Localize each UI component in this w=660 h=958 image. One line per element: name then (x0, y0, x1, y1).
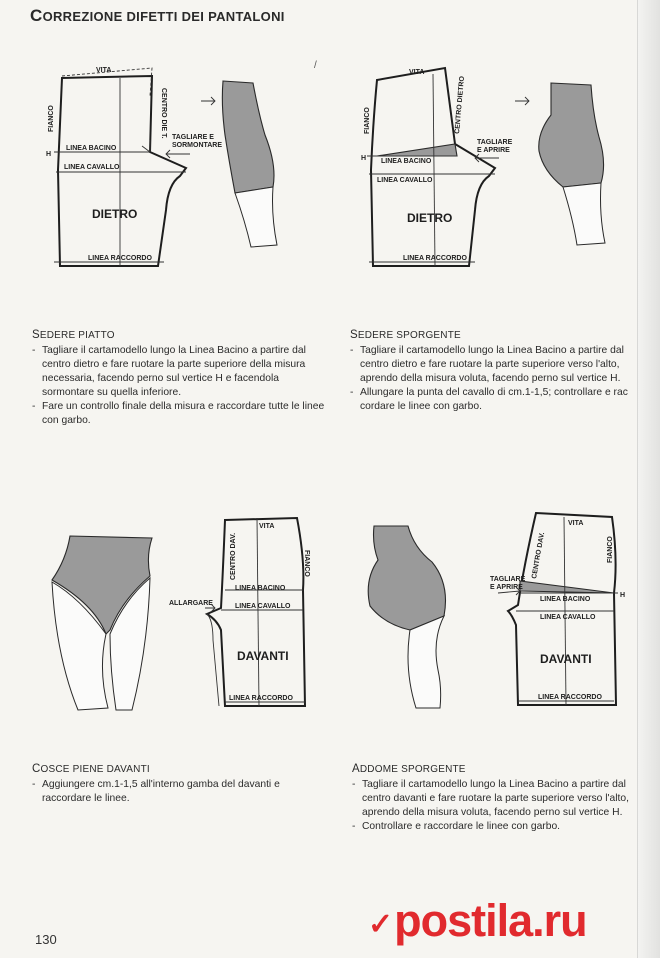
pattern-davanti-cosce (165, 510, 320, 715)
label-fianco: FIANCO (364, 107, 371, 134)
label-linea-raccordo: LINEA RACCORDO (229, 695, 293, 702)
caption-sedere-piatto (32, 328, 332, 428)
label-centro-dav: CENTRO DAV. (531, 531, 547, 580)
label-h: H (620, 592, 626, 599)
label-allargare: ALLARGARE (169, 600, 213, 607)
check-mark-icon: ✓ (368, 907, 393, 941)
label-linea-bacino: LINEA BACINO (381, 158, 432, 165)
caption-item: - Controllare e raccordare le linee con garbo. (352, 820, 648, 834)
label-linea-cavallo: LINEA CAVALLO (235, 603, 291, 610)
caption-title: SEDERE PIATTO (32, 329, 115, 341)
label-centro-dav: CENTRO DAV. (230, 532, 237, 580)
label-vita: VITA (568, 520, 584, 527)
caption-item: - Allungare la punta del cavallo di cm.1-1,5; controllare e rac cordare le linee con garbo. (350, 386, 648, 414)
label-tagliare-e: TAGLIARE E (172, 134, 214, 141)
label-linea-raccordo: LINEA RACCORDO (88, 255, 152, 262)
body-sedere-piatto (195, 75, 295, 250)
label-fianco: FIANCO (48, 105, 55, 132)
label-dietro: DIETRO (407, 211, 453, 225)
watermark-text: postila.ru (394, 895, 587, 946)
label-sormontare: SORMONTARE (172, 142, 223, 149)
label-h: H (361, 155, 367, 162)
caption-item: - Tagliare il cartamodello lungo la Linea Bacino a partire dal centro dietro e fare ruotare la parte superiore verso l'alto, aprendo della misura voluta, facendo perno sul vertice H. (350, 344, 648, 386)
caption-addome-sporgente (352, 762, 648, 834)
label-fianco: FIANCO (607, 536, 614, 563)
label-centro-dietro: CENTRO DIE T. (160, 88, 167, 139)
pattern-dietro-piatto (40, 60, 223, 275)
label-h: H (46, 151, 52, 158)
caption-sedere-sporgente (350, 328, 648, 414)
label-tagliare: TAGLIARE (477, 139, 513, 146)
label-tagliare: TAGLIARE (490, 576, 526, 583)
label-linea-bacino: LINEA BACINO (66, 145, 117, 152)
watermark (368, 895, 587, 947)
label-linea-cavallo: LINEA CAVALLO (377, 177, 433, 184)
label-davanti: DAVANTI (237, 649, 289, 663)
pattern-dietro-sporgente (355, 60, 525, 275)
pattern-davanti-addome (480, 505, 635, 715)
page-number: 130 (35, 932, 57, 947)
label-vita: VITA (96, 67, 112, 74)
caption-title: SEDERE SPORGENTE (350, 329, 461, 341)
label-davanti: DAVANTI (540, 652, 592, 666)
label-vita: VITA (259, 523, 275, 530)
caption-item: - Tagliare il cartamodello lungo la Linea Bacino a partire dal centro davanti e fare ruotare la parte superiore verso l'alto, aprendo della misura voluta, facendo perno sul vertice H. (352, 778, 648, 820)
label-vita: VITA (409, 69, 425, 76)
label-linea-raccordo: LINEA RACCORDO (403, 255, 467, 262)
body-addome-sporgente (360, 520, 470, 710)
label-fianco: FIANCO (303, 550, 310, 577)
caption-item: - Aggiungere cm.1-1,5 all'interno gamba del davanti e raccordare le linee. (32, 778, 327, 806)
label-linea-bacino: LINEA BACINO (540, 596, 591, 603)
label-linea-raccordo: LINEA RACCORDO (538, 694, 602, 701)
label-linea-cavallo: LINEA CAVALLO (64, 164, 120, 171)
label-e-aprire: E APRIRE (477, 147, 510, 154)
body-sedere-sporgente (515, 75, 615, 250)
caption-item: - Fare un controllo finale della misura e raccordare tutte le linee con garbo. (32, 400, 332, 428)
label-centro-dietro: CENTRO DIETRO (454, 75, 467, 135)
caption-cosce-piene (32, 762, 327, 806)
label-linea-cavallo: LINEA CAVALLO (540, 614, 596, 621)
caption-item: - Tagliare il cartamodello lungo la Linea Bacino a partire dal centro dietro e fare ruotare la parte superiore della misura necessaria, facendo perno sul vertice H e facendola sormontare su quella inferiore. (32, 344, 332, 400)
caption-title: ADDOME SPORGENTE (352, 763, 466, 775)
label-e-aprire: E APRIRE (490, 584, 523, 591)
label-dietro: DIETRO (92, 207, 138, 221)
caption-title: COSCE PIENE DAVANTI (32, 763, 150, 775)
label-linea-bacino: LINEA BACINO (235, 585, 286, 592)
speck: / (314, 60, 317, 71)
page-title: CORREZIONE DIFETTI DEI PANTALONI (30, 6, 285, 25)
